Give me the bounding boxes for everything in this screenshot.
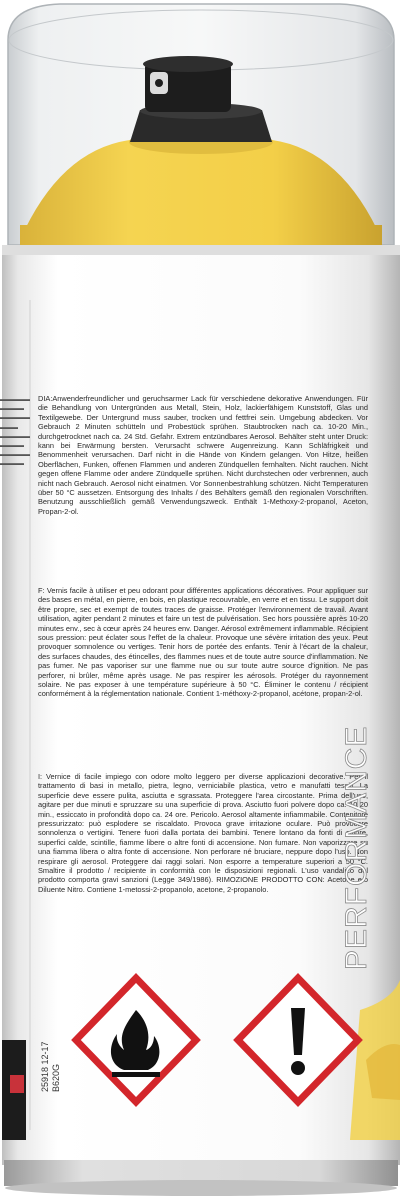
wrapped-label-fragment: ▬▬▬▬▬ ▬▬▬▬ ▬▬▬▬▬ ▬▬▬ ▬▬▬▬▬ ▬▬▬▬ ▬▬▬▬▬ ▬▬▬▬ [0, 397, 30, 468]
vertical-brand-text: PERFORMANCE [340, 725, 373, 970]
batch-code-line-1: 25918 12-17 [40, 1041, 50, 1092]
batch-code-line-2: B620G [51, 1063, 61, 1092]
label-text-german: DIA:Anwenderfreundlicher und geruchsarmer Lack für verschiedene dekorative Anwendungen. Für die Behandlung von Untergründen aus Metall, Stein, Holz, lackierfähigem Kunststoff, Glas und Textilgewebe. Der Untergrund muss sauber, trocken und fettfrei sein. Umgebung abdecken. Vor Gebrauch 2 Minuten schütteln und Probestück sprühen. Staubtrocken nach ca. 10-20 Min., durchgetrocknet nach ca. 24 Std. Gefahr. Extrem entzündbares Aerosol. Behälter steht unter Druck: kann bei Erwärmung bersten. Verursacht schwere Augenreizung. Kann Schläfrigkeit und Benommenheit verursachen. Darf nicht in die Hände von Kindern gelangen. Von Hitze, heißen Oberflächen, Funken, offenen Flammen und anderen Zündquellen fernhalten. Nicht rauchen. Nicht gegen offene Flamme oder andere Zündquelle sprühen. Nicht durchstechen oder verbrennen, auch nicht nach Gebrauch. Aerosol nicht einatmen. Vor Sonnenbestrahlung schützen. Nicht Temperaturen über 50 °C aussetzen. Entsorgung des Inhalts / des Behälters gemäß den regionalen Vorschriften. Benutzung ausschließlich gemäß Verwendungszweck. Enthält 1-Methoxy-2-propanol, Aceton, Propan-2-ol. [38, 394, 368, 516]
label-text-italian: I: Vernice di facile impiego con odore molto leggero per diverse applicazioni decorative. Per il trattamento di basi in metallo, pietra, legno, verniciabile plastica, vetro e manufatti tessili. La superficie deve essere pulita, asciutta e sgrassata. Proteggere l'area circostante. Prima dell'uso, agitare per due minuti e spruzzare su una superficie di prova. Asciutto fuori polvere dopo ca. 10-20 min., essiccato in profondità dopo ca. 24 ore. Pericolo. Aerosol altamente infiammabile. Contenitore pressurizzato: può esplodere se riscaldato. Provoca grave irritazione oculare. Può provocare sonnolenza o vertigini. Tenere fuori dalla portata dei bambini. Tenere lontano da fonti di calore, superfici calde, scintille, fiamme libere o altre fonti di accensione. Non fumare. Non vaporizzare su una fiamma libera o altra fonte di accensione. Non perforare né bruciare, neppure dopo l'uso. Non respirare gli aerosol. Proteggere dai raggi solari. Non esporre a temperature superiori a 50 °C. Smaltire il prodotto / recipiente in conformità con le disposizioni regionali. L'uso vandalico del prodotto comporta gravi sanzioni (Legge 349/1986). RIMOZIONE PRODOTTO CON: Acetone e/o Diluente Nitro. Contiene 1-metossi-2-propanolo, acetone, 2-propanolo. [38, 772, 368, 894]
can-bottom-rim [4, 1160, 398, 1196]
label-text-french: F: Vernis facile à utiliser et peu odorant pour différentes applications décoratives. Pour appliquer sur des bases en métal, en pierre, en bois, en plastique recouvrable, en verre et en tissu. Le support doit être propre, sec et exempt de toutes traces de graisse. Protéger l'environnement de travail. Avant utilisation, agiter pendant 2 minutes et faire un test de pulvérisation. Sec hors poussière après 10-20 minutes env., sec à cœur après 24 heures env. Danger. Aérosol extrêmement inflammable. Récipient sous pression: peut éclater sous l'effet de la chaleur. Provoque une sévère irritation des yeux. Peut provoquer somnolence ou vertiges. Tenir hors de portée des enfants. Tenir à l'écart de la chaleur, des surfaces chaudes, des étincelles, des flammes nues et de toute autre source d'inflammation. Ne pas fumer. Ne pas vaporiser sur une flamme nue ou sur toute autre source d'ignition. Ne pas perforer, ni brûler, même après usage. Ne pas respirer les aérosols. Protéger du rayonnement solaire. Ne pas exposer à une température supérieure à 50 °C. Éliminer le contenu / récipient conformément à la réglementation nationale. Contient 1-méthoxy-2-propanol, acétone, propan-2-ol. [38, 586, 368, 699]
label-edge-decoration [2, 1040, 26, 1140]
batch-code [40, 1041, 62, 1092]
